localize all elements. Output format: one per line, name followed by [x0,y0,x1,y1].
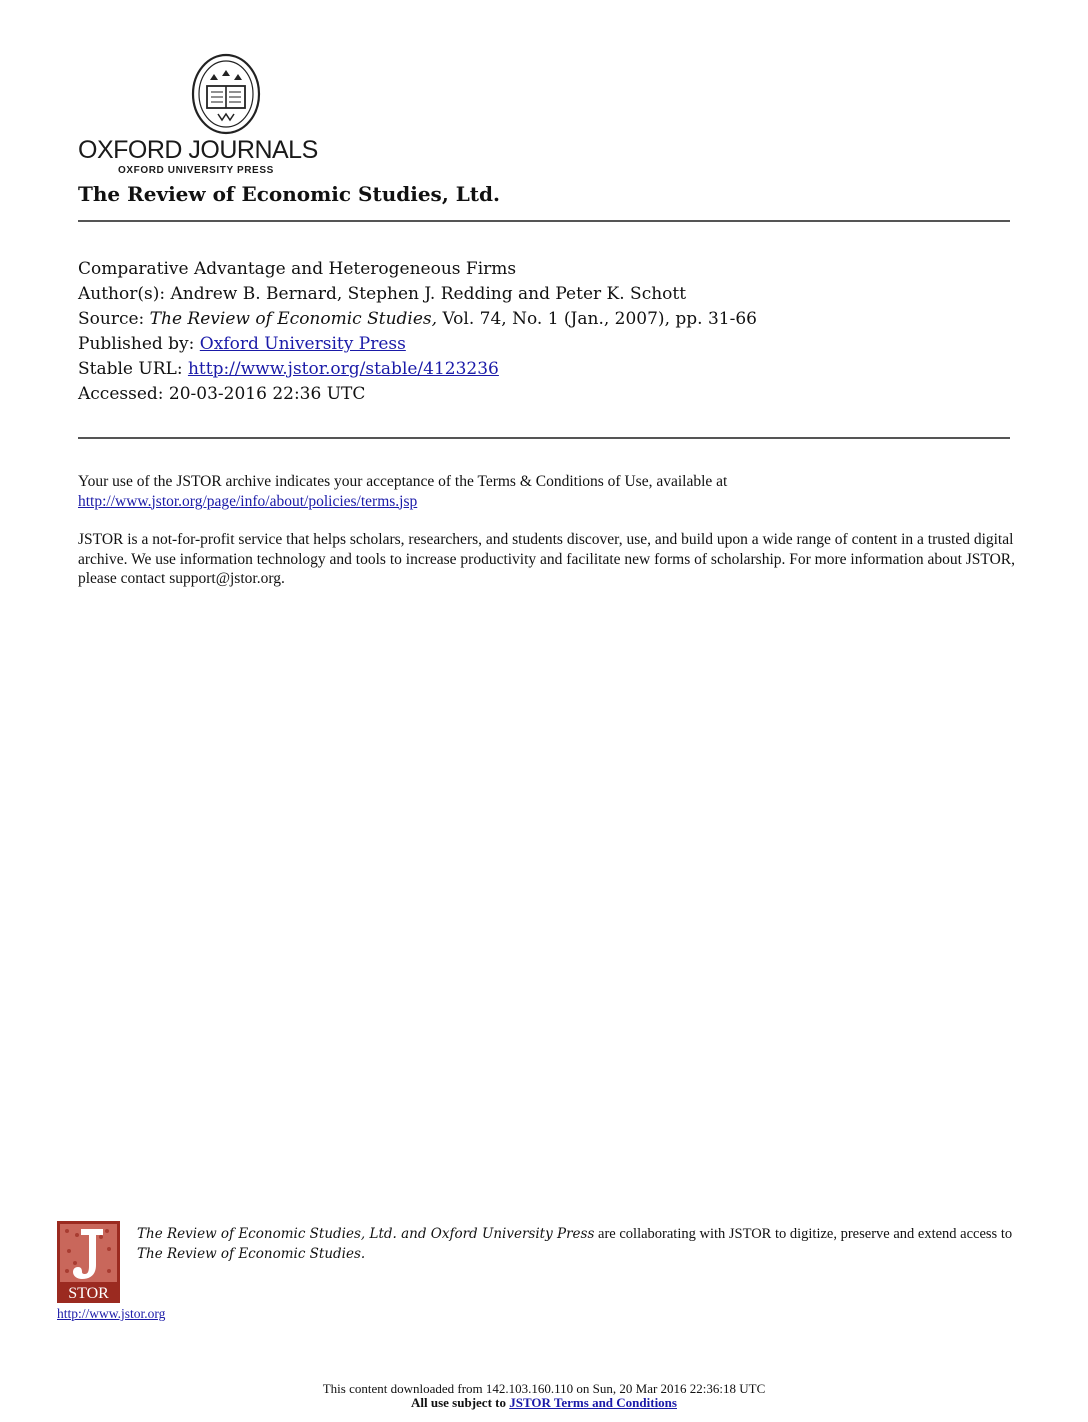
source-label: Source: [78,309,150,329]
authors-value: Andrew B. Bernard, Stephen J. Redding and Peter K. Schott [170,284,687,304]
top-divider [78,220,1010,222]
stable-url-link[interactable]: http://www.jstor.org/stable/4123236 [187,359,499,379]
publisher-link[interactable]: Oxford University Press [199,334,406,354]
collaboration-journal: The Review of Economic Studies. [137,1246,366,1262]
collaboration-partners: The Review of Economic Studies, Ltd. and Oxford University Press [137,1226,595,1242]
download-info: This content downloaded from 142.103.160.110 on Sun, 20 Mar 2016 22:36:18 UTC [322,1381,766,1396]
publisher-label: Published by: [78,334,200,354]
terms-notice [78,472,1018,511]
article-authors [78,284,686,304]
jstor-logo-text: STOR [68,1285,109,1302]
source-details: Vol. 74, No. 1 (Jan., 2007), pp. 31-66 [437,309,757,329]
publisher-subtitle: OXFORD UNIVERSITY PRESS [118,165,274,176]
terms-link[interactable]: http://www.jstor.org/page/info/about/policies/terms.jsp [78,492,418,510]
terms-footer-link[interactable]: JSTOR Terms and Conditions [509,1395,677,1410]
publisher-wordmark: OXFORD JOURNALS [78,136,318,164]
terms-notice-text: Your use of the JSTOR archive indicates your acceptance of the Terms & Conditions of Use, available at [78,473,728,490]
journal-title: The Review of Economic Studies, Ltd. [78,182,500,206]
bottom-divider [78,437,1010,439]
terms-footer-prefix: All use subject to [411,1395,510,1410]
jstor-notice: JSTOR is a not-for-profit service that helps scholars, researchers, and students discover, use, and build upon a wide range of content in a trusted digital archive. We use information technology and tools to increase productivity and facilitate new forms of scholarship. For more information about JSTOR, please contact support@jstor.org. [78,531,1016,587]
article-title: Comparative Advantage and Heterogeneous Firms [78,259,517,279]
collaboration-text: are collaborating with JSTOR to digitize, preserve and extend access to [594,1226,1013,1242]
jstor-logo-icon [57,1221,120,1303]
terms-footer [0,1395,1088,1411]
jstor-home-link[interactable]: http://www.jstor.org [57,1306,166,1321]
oxford-crest-icon [190,52,262,136]
stable-url-label: Stable URL: [78,359,188,379]
collaboration-statement [137,1224,1037,1264]
article-source [78,309,757,329]
source-journal: The Review of Economic Studies, [149,309,438,329]
authors-label: Author(s): [78,284,171,304]
article-stable-url [78,359,499,379]
article-accessed: Accessed: 20-03-2016 22:36 UTC [78,384,366,404]
article-publisher [78,334,406,354]
